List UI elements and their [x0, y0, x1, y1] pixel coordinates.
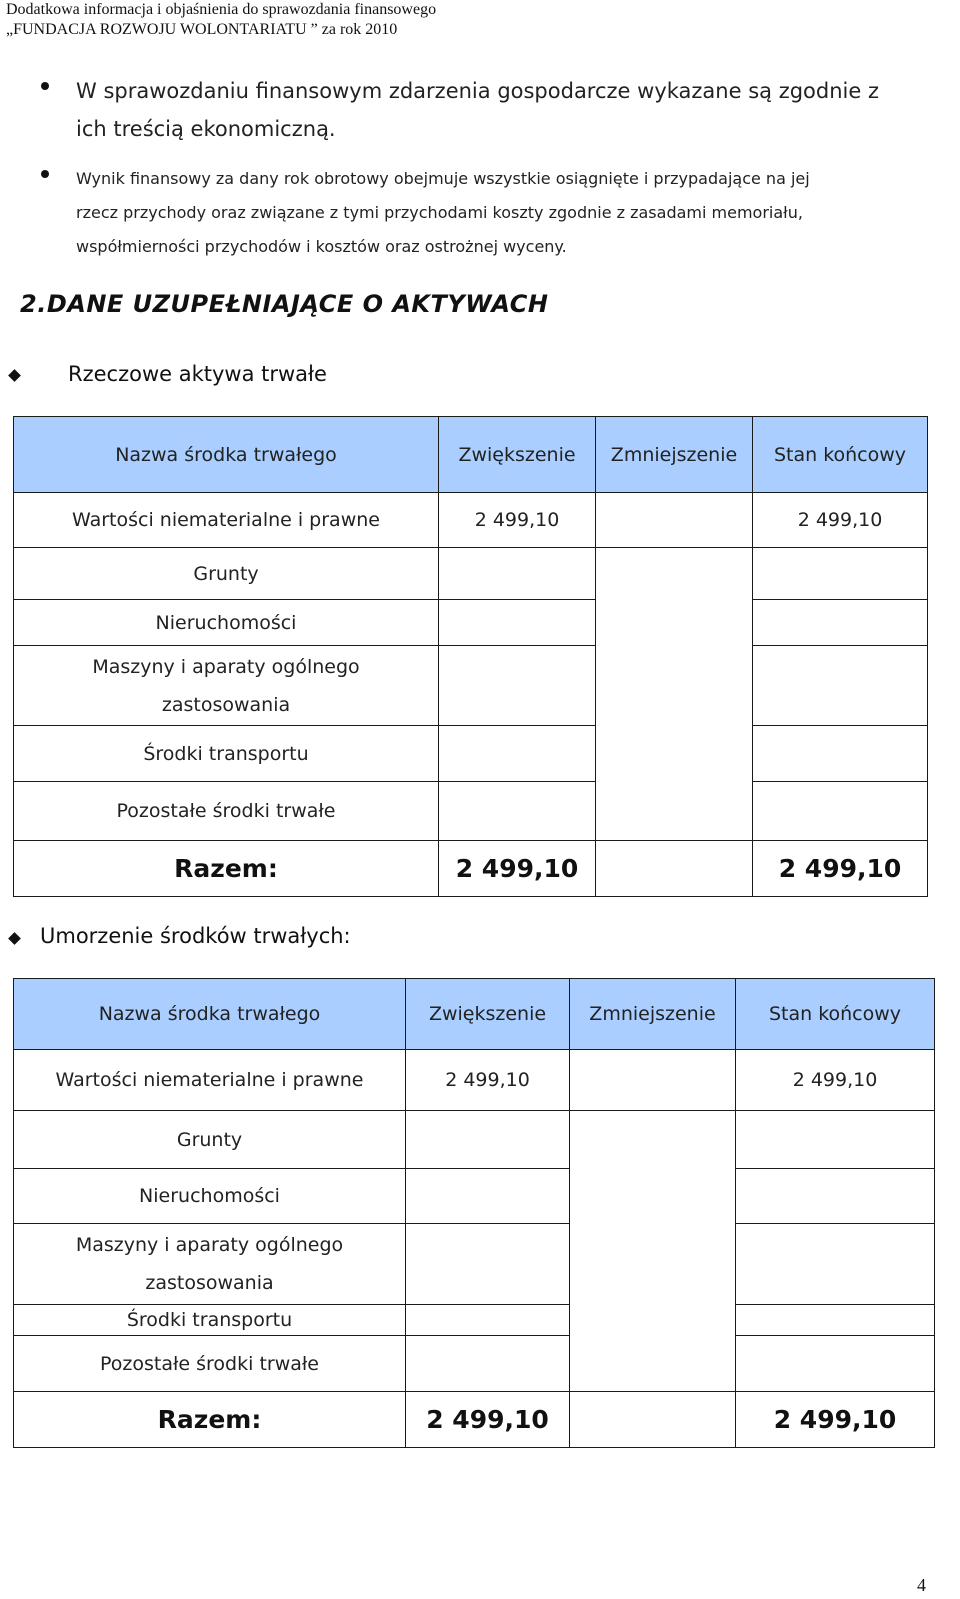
- table-header-row: [14, 417, 928, 493]
- asset-name: [14, 1224, 406, 1305]
- total-label: Razem:: [14, 841, 439, 897]
- end-balance-value: [736, 1169, 935, 1224]
- increase-value: [406, 1305, 570, 1336]
- bullet-line: W sprawozdaniu finansowym zdarzenia gospodarcze wykazane są zgodnie z: [76, 79, 879, 103]
- table-row: [14, 726, 928, 782]
- asset-name: Pozostałe środki trwałe: [14, 782, 439, 841]
- increase-value: [406, 1111, 570, 1169]
- increase-value: [439, 646, 596, 726]
- end-balance-value: [753, 646, 928, 726]
- bullet-line: współmierności przychodów i kosztów oraz ostrożnej wyceny.: [76, 237, 567, 256]
- decrease-value: [596, 548, 753, 600]
- decrease-value: [570, 1050, 736, 1111]
- table-row: [14, 548, 928, 600]
- end-balance-value: [753, 600, 928, 646]
- bullet-line: Wynik finansowy za dany rok obrotowy obejmuje wszystkie osiągnięte i przypadające na jej: [76, 169, 810, 188]
- total-increase: 2 499,10: [406, 1392, 570, 1448]
- bullet-paragraph: [76, 72, 879, 148]
- table1-title: Rzeczowe aktywa trwałe: [68, 362, 327, 386]
- bullet-line: rzecz przychody oraz związane z tymi przychodami koszty zgodnie z zasadami memoriału,: [76, 203, 803, 222]
- total-end-balance: 2 499,10: [753, 841, 928, 897]
- decrease-value: [570, 1305, 736, 1336]
- bullet-dot: [41, 170, 49, 178]
- asset-name-line: Maszyny i aparaty ogólnego: [75, 1234, 344, 1256]
- end-balance-value: [736, 1336, 935, 1392]
- table-header-row: [14, 979, 935, 1050]
- table-row: [14, 1169, 935, 1224]
- column-header-name: Nazwa środka trwałego: [14, 417, 439, 493]
- end-balance-value: 2 499,10: [753, 493, 928, 548]
- end-balance-value: 2 499,10: [736, 1050, 935, 1111]
- asset-name: Nieruchomości: [14, 1169, 406, 1224]
- end-balance-value: [736, 1111, 935, 1169]
- section-heading: 2.DANE UZUPEŁNIAJĄCE O AKTYWACH: [20, 290, 549, 318]
- column-header-increase: Zwiększenie: [439, 417, 596, 493]
- increase-value: [439, 600, 596, 646]
- total-decrease: [570, 1392, 736, 1448]
- end-balance-value: [736, 1224, 935, 1305]
- asset-name: Środki transportu: [14, 1305, 406, 1336]
- decrease-value: [570, 1111, 736, 1169]
- table-row: [14, 782, 928, 841]
- end-balance-value: [753, 548, 928, 600]
- total-decrease: [596, 841, 753, 897]
- decrease-value: [570, 1336, 736, 1392]
- increase-value: [439, 782, 596, 841]
- column-header-end-balance: Stan końcowy: [736, 979, 935, 1050]
- decrease-value: [596, 493, 753, 548]
- table2-title: Umorzenie środków trwałych:: [40, 924, 351, 948]
- table-row: [14, 1050, 935, 1111]
- column-header-name: Nazwa środka trwałego: [14, 979, 406, 1050]
- asset-name: Wartości niematerialne i prawne: [14, 1050, 406, 1111]
- asset-name-line: zastosowania: [145, 1272, 274, 1294]
- end-balance-value: [753, 726, 928, 782]
- depreciation-table: [13, 978, 935, 1448]
- table-row: [14, 646, 928, 726]
- decrease-value: [570, 1224, 736, 1305]
- asset-name: Pozostałe środki trwałe: [14, 1336, 406, 1392]
- table-row: [14, 493, 928, 548]
- asset-name: Środki transportu: [14, 726, 439, 782]
- table-total-row: [14, 1392, 935, 1448]
- total-increase: 2 499,10: [439, 841, 596, 897]
- column-header-increase: Zwiększenie: [406, 979, 570, 1050]
- table-row: [14, 1224, 935, 1305]
- document-header-organization: „FUNDACJA ROZWOJU WOLONTARIATU ” za rok 2010: [6, 21, 398, 38]
- bullet-line: ich treścią ekonomiczną.: [76, 117, 336, 141]
- table-row: [14, 1336, 935, 1392]
- table-total-row: [14, 841, 928, 897]
- increase-value: [406, 1169, 570, 1224]
- decrease-value: [596, 600, 753, 646]
- diamond-bullet-icon: [8, 369, 21, 382]
- asset-name: Grunty: [14, 1111, 406, 1169]
- total-end-balance: 2 499,10: [736, 1392, 935, 1448]
- asset-name-line: zastosowania: [161, 693, 291, 716]
- increase-value: [406, 1336, 570, 1392]
- end-balance-value: [753, 782, 928, 841]
- table-row: [14, 600, 928, 646]
- decrease-value: [570, 1169, 736, 1224]
- diamond-bullet-icon: [8, 932, 21, 945]
- bullet-dot: [41, 82, 49, 90]
- table-row: [14, 1111, 935, 1169]
- fixed-assets-table: [13, 416, 928, 897]
- total-label: Razem:: [14, 1392, 406, 1448]
- column-header-end-balance: Stan końcowy: [753, 417, 928, 493]
- asset-name: Wartości niematerialne i prawne: [14, 493, 439, 548]
- column-header-decrease: Zmniejszenie: [570, 979, 736, 1050]
- asset-name: Nieruchomości: [14, 600, 439, 646]
- column-header-decrease: Zmniejszenie: [596, 417, 753, 493]
- document-header-title: Dodatkowa informacja i objaśnienia do sprawozdania finansowego: [6, 1, 437, 18]
- decrease-value: [596, 782, 753, 841]
- decrease-value: [596, 726, 753, 782]
- increase-value: [406, 1224, 570, 1305]
- asset-name-line: Maszyny i aparaty ogólnego: [92, 655, 360, 678]
- asset-name: Grunty: [14, 548, 439, 600]
- increase-value: [439, 548, 596, 600]
- increase-value: [439, 726, 596, 782]
- table-row: [14, 1305, 935, 1336]
- bullet-paragraph: [76, 162, 810, 264]
- increase-value: 2 499,10: [439, 493, 596, 548]
- end-balance-value: [736, 1305, 935, 1336]
- page-number: 4: [917, 1575, 926, 1595]
- asset-name: [14, 646, 439, 726]
- decrease-value: [596, 646, 753, 726]
- increase-value: 2 499,10: [406, 1050, 570, 1111]
